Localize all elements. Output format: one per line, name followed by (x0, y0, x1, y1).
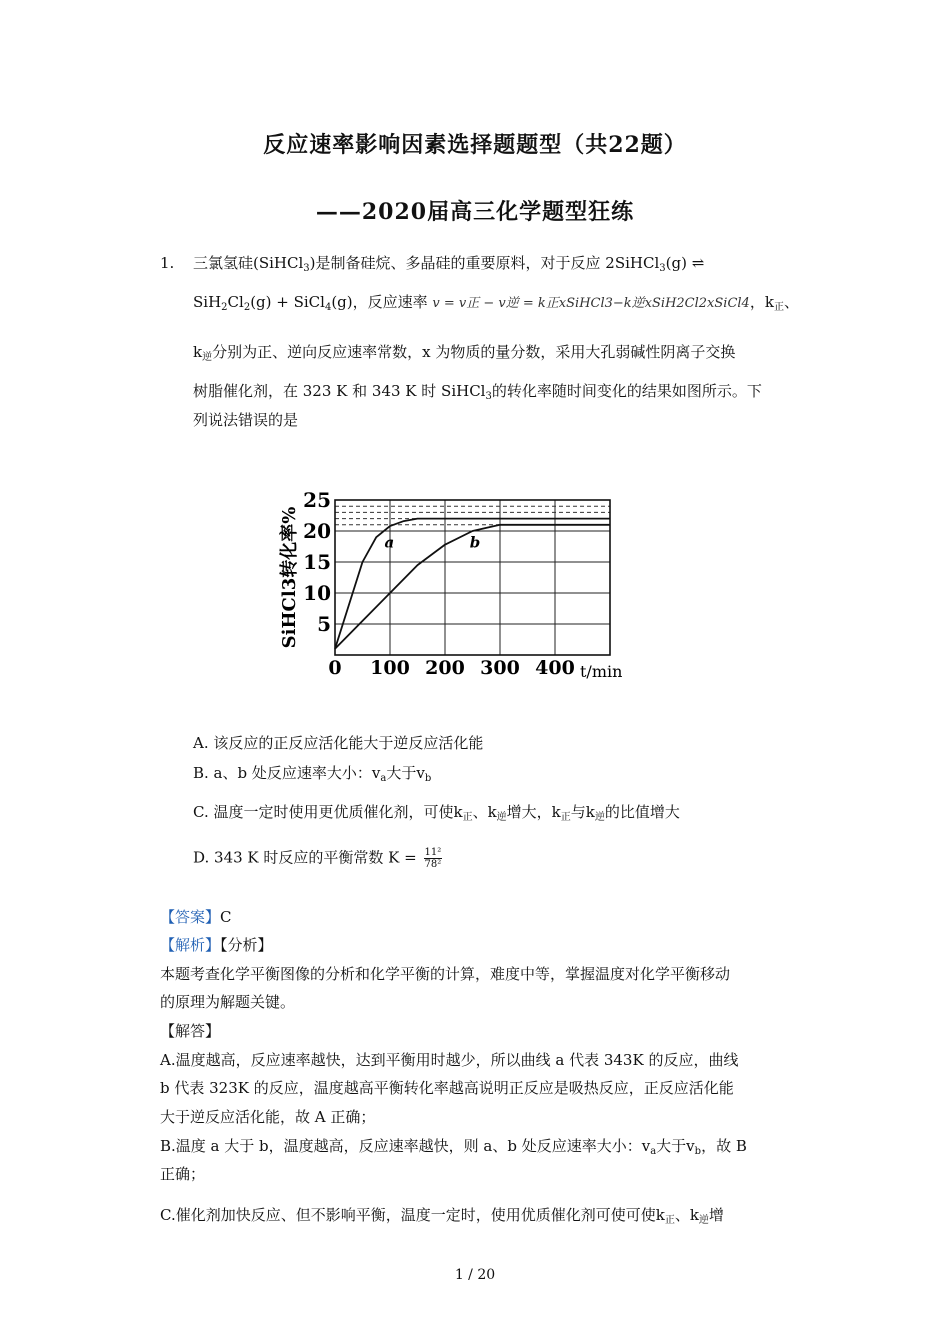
page-title: 反应速率影响因素选择题题型（共22题） (263, 132, 687, 158)
y-tick-label: 20 (303, 519, 331, 543)
y-tick-label: 25 (303, 488, 331, 512)
question-line-3: $k_逆$分别为正、逆向反应速率常数，x 为物质的量分数，采用大孔弱碱性阴离子交换 (193, 343, 736, 363)
conversion-chart (270, 485, 650, 690)
series-label-b: b (469, 533, 481, 552)
page-number: 1 / 20 (454, 1267, 496, 1283)
question-line-2: $SiH_2Cl_2(g)$ + SiCl$_4$(g)，反应速率 v = v正 − v逆 = k正xSiHCl3−k逆xSiH2Cl2xSiCl4，$k_正$、 (193, 293, 799, 313)
question-line-1: 三氯氢硅(SiHCl$_3$)是制备硅烷、多晶硅的重要原料，对于反应 2SiHCl$_3$(g) ⇌ (193, 254, 705, 274)
solution-a-line-3: 大于逆反应活化能，故 A 正确； (160, 1108, 376, 1126)
answer-line: 【答案】C (160, 908, 232, 926)
equilibrium-fraction: $\frac{\text{11²}}{\text{78²}}$ (424, 847, 442, 870)
option-b: B. a、b 处反应速率大小：$v_a$大于$v_b$ (193, 764, 432, 784)
fenxi-line-2: 的原理为解题关键。 (160, 993, 296, 1011)
x-tick-label: 0 (328, 657, 342, 679)
jieda-heading: 【解答】 (160, 1022, 221, 1040)
option-c: C. 温度一定时使用更优质催化剂，可使$k_正$、$k_逆$增大，$k_正$与$k_逆$的比值增大 (193, 803, 680, 823)
rate-formula: v = v正 − v逆 = k正xSiHCl3−k逆xSiH2Cl2xSiCl4 (432, 296, 750, 311)
solution-c-line-1: C.催化剂加快反应、但不影响平衡，温度一定时，使用优质催化剂可使可使$k_正$、$k_逆$增 (160, 1206, 724, 1226)
x-tick-label: 400 (535, 657, 575, 679)
option-d: D. 343 K 时反应的平衡常数 K = $\frac{\text{11²}}{\text{78²}}$ (193, 847, 442, 870)
x-tick-label: 200 (425, 657, 465, 679)
series-label-a: a (384, 533, 395, 552)
solution-b-line-1: B.温度 a 大于 b，温度越高，反应速率越快，则 a、b 处反应速率大小：$v_a$大于$v_b$，故 B (160, 1137, 747, 1157)
y-tick-label: 15 (303, 550, 331, 574)
y-tick-label: 5 (317, 612, 331, 636)
analysis-heading: 【解析】【分析】 (160, 936, 273, 954)
question-line-4: 树脂催化剂，在 323 K 和 343 K 时 SiHCl$_3$的转化率随时间变化的结果如图所示。下 (193, 382, 762, 402)
page-subtitle: ——2020届高三化学题型狂练 (315, 199, 635, 225)
y-tick-label: 10 (303, 581, 331, 605)
x-tick-label: 300 (480, 657, 520, 679)
fenxi-line-1: 本题考查化学平衡图像的分析和化学平衡的计算，难度中等，掌握温度对化学平衡移动 (160, 965, 731, 983)
solution-a-line-1: A.温度越高，反应速率越快，达到平衡用时越少，所以曲线 a 代表 343K 的反应，曲线 (160, 1051, 739, 1069)
question-number: 1. (160, 254, 175, 272)
option-a: A. 该反应的正反应活化能大于逆反应活化能 (193, 734, 484, 752)
solution-b-line-2: 正确； (160, 1165, 206, 1183)
y-axis-label: SiHCl3转化率% (279, 506, 300, 649)
solution-a-line-2: b 代表 323K 的反应，温度越高平衡转化率越高说明正反应是吸热反应，正反应活化能 (160, 1079, 734, 1097)
plot-frame (335, 500, 610, 655)
x-tick-label: 100 (370, 657, 410, 679)
question-line-5: 列说法错误的是 (193, 411, 299, 429)
x-axis-label: t/min (580, 662, 623, 681)
